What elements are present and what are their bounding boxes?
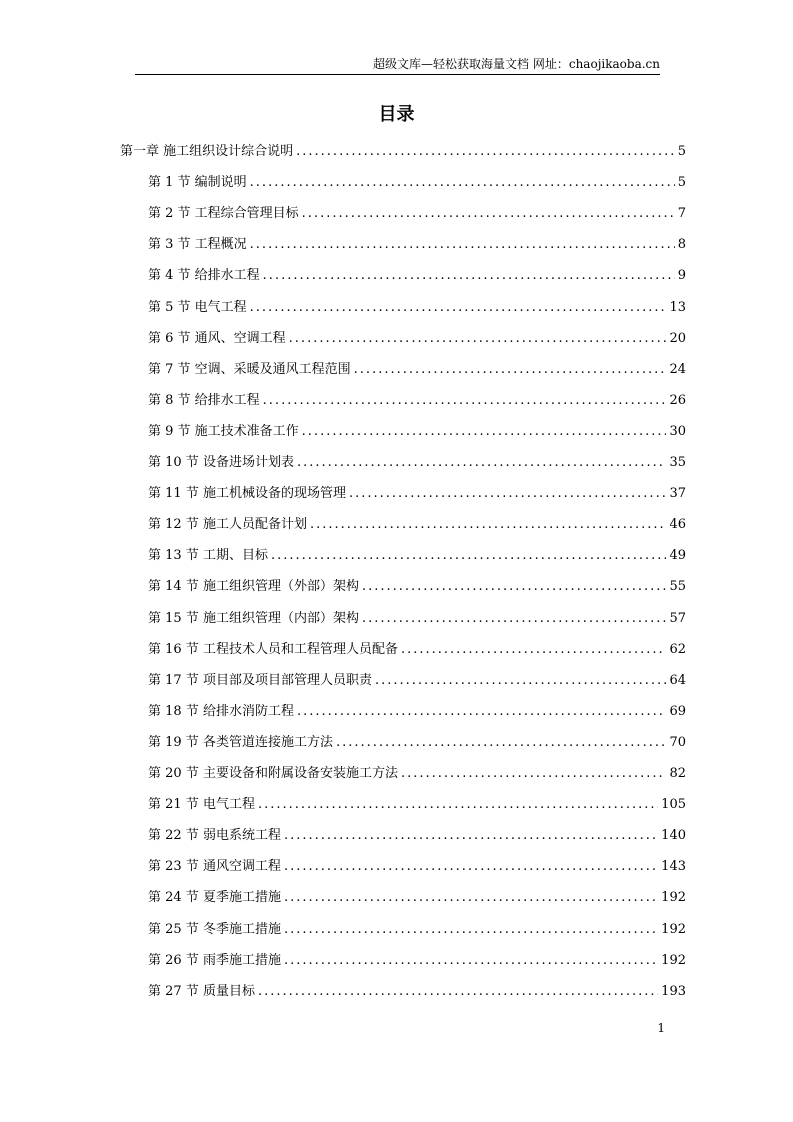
toc-section-entry[interactable] (148, 203, 686, 223)
toc-entry-label: 第 8 节 给排水工程 (148, 393, 260, 408)
page-header: 超级文库—轻松获取海量文档 网址：chaojikaoba.cn (373, 57, 660, 71)
toc-dot-leader (302, 205, 675, 223)
toc-dot-leader (284, 889, 658, 907)
toc-entry-page: 62 (669, 642, 686, 657)
toc-dot-leader (250, 236, 675, 254)
toc-section-entry[interactable] (148, 825, 686, 845)
toc-section-entry[interactable] (148, 421, 686, 441)
toc-entry-label: 第 25 节 冬季施工措施 (148, 922, 281, 937)
toc-dot-leader (362, 610, 667, 628)
toc-section-entry[interactable] (148, 887, 686, 907)
toc-dot-leader (258, 796, 658, 814)
toc-section-entry[interactable] (148, 981, 686, 1001)
toc-entry-page: 64 (669, 673, 686, 688)
toc-dot-leader (362, 578, 667, 596)
toc-dot-leader (296, 143, 675, 161)
toc-section-entry[interactable] (148, 265, 686, 285)
toc-entry-label: 第 18 节 给排水消防工程 (148, 704, 294, 719)
toc-entry-label: 第 1 节 编制说明 (148, 175, 247, 190)
page-number: 1 (657, 1021, 665, 1035)
toc-dot-leader (297, 454, 667, 472)
toc-entry-page: 105 (661, 797, 686, 812)
toc-entry-page: 143 (661, 859, 686, 874)
toc-entry-page: 192 (661, 890, 686, 905)
toc-entry-label: 第 11 节 施工机械设备的现场管理 (148, 486, 346, 501)
toc-dot-leader (284, 952, 658, 970)
toc-entry-label: 第 2 节 工程综合管理目标 (148, 206, 299, 221)
toc-entry-label: 第 12 节 施工人员配备计划 (148, 517, 307, 532)
toc-entry-page: 57 (669, 611, 686, 626)
toc-entry-page: 192 (661, 953, 686, 968)
toc-entry-label: 第 17 节 项目部及项目部管理人员职责 (148, 673, 372, 688)
toc-section-entry[interactable] (148, 452, 686, 472)
toc-section-entry[interactable] (148, 732, 686, 752)
toc-entry-label: 第 10 节 设备进场计划表 (148, 455, 294, 470)
toc-entry-page: 5 (677, 175, 686, 190)
toc-dot-leader (284, 858, 658, 876)
toc-dot-leader (310, 516, 667, 534)
toc-section-entry[interactable] (148, 514, 686, 534)
toc-entry-page: 13 (669, 300, 686, 315)
toc-section-entry[interactable] (148, 950, 686, 970)
toc-chapter-entry[interactable] (120, 141, 686, 161)
toc-entry-page: 35 (669, 455, 686, 470)
toc-dot-leader (302, 423, 667, 441)
toc-section-entry[interactable] (148, 328, 686, 348)
toc-dot-leader (401, 765, 667, 783)
toc-entry-page: 7 (677, 206, 686, 221)
toc-section-entry[interactable] (148, 794, 686, 814)
toc-dot-leader (284, 827, 658, 845)
toc-entry-page: 8 (677, 237, 686, 252)
toc-section-entry[interactable] (148, 234, 686, 254)
toc-section-entry[interactable] (148, 172, 686, 192)
toc-entry-page: 82 (669, 766, 686, 781)
toc-entry-page: 30 (669, 424, 686, 439)
toc-dot-leader (271, 547, 667, 565)
toc-entry-page: 70 (669, 735, 686, 750)
toc-entry-page: 24 (669, 362, 686, 377)
toc-dot-leader (263, 392, 667, 410)
toc-entry-label: 第 14 节 施工组织管理（外部）架构 (148, 579, 359, 594)
toc-entry-page: 193 (661, 984, 686, 999)
toc-entry-page: 26 (669, 393, 686, 408)
toc-dot-leader (289, 330, 667, 348)
toc-entry-page: 49 (669, 548, 686, 563)
toc-entry-label: 第 4 节 给排水工程 (148, 268, 260, 283)
toc-entry-label: 第 9 节 施工技术准备工作 (148, 424, 299, 439)
toc-dot-leader (250, 174, 675, 192)
toc-dot-leader (354, 361, 667, 379)
toc-entry-label: 第一章 施工组织设计综合说明 (120, 144, 294, 159)
toc-entry-label: 第 20 节 主要设备和附属设备安装施工方法 (148, 766, 398, 781)
toc-dot-leader (297, 703, 667, 721)
toc-entry-page: 69 (669, 704, 686, 719)
toc-dot-leader (250, 299, 667, 317)
toc-entry-label: 第 21 节 电气工程 (148, 797, 255, 812)
header-rule (135, 74, 660, 75)
toc-entry-page: 9 (677, 268, 686, 283)
toc-dot-leader (258, 983, 658, 1001)
toc-entry-page: 5 (677, 144, 686, 159)
toc-entry-label: 第 27 节 质量目标 (148, 984, 255, 999)
toc-section-entry[interactable] (148, 701, 686, 721)
toc-entry-label: 第 23 节 通风空调工程 (148, 859, 281, 874)
toc-entry-page: 46 (669, 517, 686, 532)
toc-section-entry[interactable] (148, 639, 686, 659)
toc-section-entry[interactable] (148, 390, 686, 410)
toc-entry-label: 第 24 节 夏季施工措施 (148, 890, 281, 905)
toc-entry-label: 第 22 节 弱电系统工程 (148, 828, 281, 843)
toc-section-entry[interactable] (148, 856, 686, 876)
toc-entry-label: 第 13 节 工期、目标 (148, 548, 268, 563)
toc-dot-leader (284, 921, 658, 939)
toc-section-entry[interactable] (148, 919, 686, 939)
toc-entry-label: 第 7 节 空调、采暖及通风工程范围 (148, 362, 351, 377)
toc-entry-label: 第 3 节 工程概况 (148, 237, 247, 252)
toc-section-entry[interactable] (148, 763, 686, 783)
toc-entry-label: 第 5 节 电气工程 (148, 300, 247, 315)
toc-entry-page: 140 (661, 828, 686, 843)
toc-entry-label: 第 15 节 施工组织管理（内部）架构 (148, 611, 359, 626)
toc-dot-leader (336, 734, 667, 752)
toc-section-entry[interactable] (148, 608, 686, 628)
toc-section-entry[interactable] (148, 576, 686, 596)
toc-dot-leader (375, 672, 667, 690)
toc-section-entry[interactable] (148, 483, 686, 503)
toc-dot-leader (263, 267, 675, 285)
toc-title: 目录 (378, 104, 415, 125)
toc-entry-label: 第 19 节 各类管道连接施工方法 (148, 735, 333, 750)
toc-entry-page: 192 (661, 922, 686, 937)
toc-entry-label: 第 26 节 雨季施工措施 (148, 953, 281, 968)
toc-section-entry[interactable] (148, 670, 686, 690)
toc-entry-label: 第 6 节 通风、空调工程 (148, 331, 286, 346)
toc-section-entry[interactable] (148, 545, 686, 565)
toc-section-entry[interactable] (148, 297, 686, 317)
toc-section-entry[interactable] (148, 359, 686, 379)
toc-entry-page: 55 (669, 579, 686, 594)
toc-dot-leader (401, 641, 667, 659)
toc-entry-page: 20 (669, 331, 686, 346)
toc-entry-page: 37 (669, 486, 686, 501)
toc-entry-label: 第 16 节 工程技术人员和工程管理人员配备 (148, 642, 398, 657)
toc-dot-leader (349, 485, 667, 503)
